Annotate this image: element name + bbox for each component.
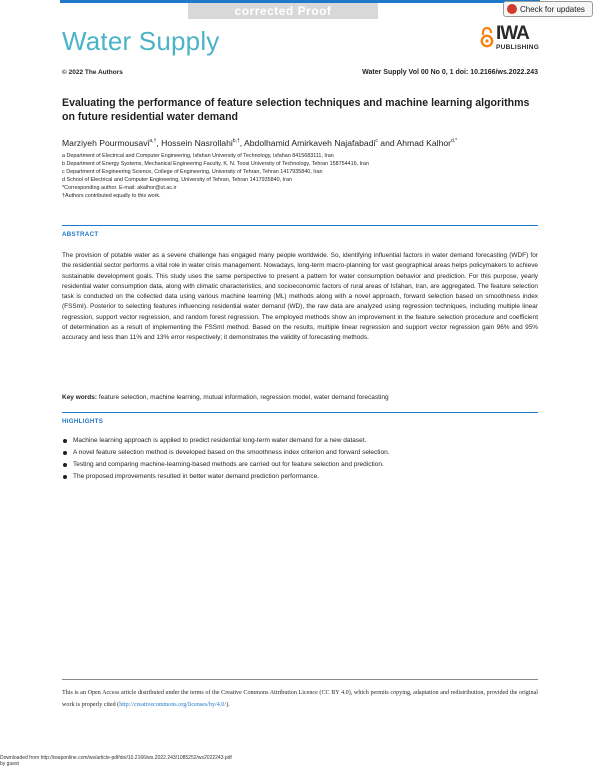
download-line-2: by guest <box>0 761 19 767</box>
highlight-item <box>62 435 538 447</box>
license-link[interactable]: http://creativecommons.org/licenses/by/4.0/ <box>119 702 227 708</box>
highlights-heading: HIGHLIGHTS <box>62 418 104 425</box>
iwa-mark: IWA <box>496 23 529 44</box>
keywords-label: Key words: <box>62 394 98 401</box>
author-1-sup: a,† <box>149 138 157 145</box>
bullet-icon <box>63 439 67 443</box>
footer-rule <box>62 679 538 680</box>
corrected-proof-banner: corrected Proof <box>188 3 378 19</box>
equal-contribution-note: †Authors contributed equally to this work. <box>62 193 161 199</box>
open-access-icon <box>480 26 494 48</box>
affiliation-c: c Department of Engineering Science, College of Engineering, University of Tehran, Tehran 1417935840, Iran <box>62 169 323 175</box>
check-for-updates-label: Check for updates <box>520 4 585 14</box>
highlight-text: Machine learning approach is applied to predict residential long-term water demand for a new dataset. <box>73 437 367 444</box>
abstract-heading: ABSTRACT <box>62 231 99 238</box>
keywords-text: feature selection, machine learning, mutual information, regression model, water demand forecasting <box>97 394 389 401</box>
license-notice <box>62 687 538 711</box>
author-3-sup: c <box>375 138 378 145</box>
affiliation-b: b Department of Energy Systems, Mechanical Engineering Faculty, K. N. Toosi University of Technology, Tehran 158754416, Iran <box>62 161 369 167</box>
copyright: © 2022 The Authors <box>62 69 123 76</box>
highlight-item <box>62 471 538 483</box>
download-notice <box>0 755 232 767</box>
abstract-text: The provision of potable water as a severe challenge has engaged many people worldwide. So, identifying influential factors in water demand forecasting (WDF) for the residential sector performs a vital role in water crisis management. Nowadays, long-term macro-planning for vast geographical areas helps policymakers to achieve sustainable development goals. This study uses the same perspective to present a pattern for water consumption behavior and prediction. For this purpose, yearly residential water consumption data, along with climatic characteristics, and socioeconomic factors of rural areas of Isfahan, Iran, are aggregated. The feature selection task is conducted on the collected data using various machine learning (ML) methods along with a novel approach, forward selection based on smoothness index (FSSmI). Posterior to selecting features influencing residential water demand (WD), the raw data are analyzed using regression techniques, including multiple linear regression, support vector regression, and random forest regression. The employed methods show an improvement in the feature selection procedure and coefficient of determination as a result of implementing the FSSmI method. Based on the results, multiple linear regression and support vector regression gain 96% and 95% accuracy and less than 11% and 13% error respectively; it demonstrates the validity of forecasting methods. <box>62 252 538 342</box>
bullet-icon <box>63 475 67 479</box>
iwa-publishing-logo <box>496 24 546 58</box>
highlight-text: A novel feature selection method is developed based on the smoothness index criterion and forward selection. <box>73 449 390 456</box>
author-3: , Abdolhamid Amirkaveh Najafabadi <box>239 138 376 148</box>
check-for-updates-button[interactable] <box>503 1 593 17</box>
highlight-item <box>62 447 538 459</box>
publisher-name: PUBLISHING <box>496 44 540 51</box>
crossmark-icon <box>507 4 517 14</box>
authors <box>62 138 457 148</box>
license-end: ). <box>226 702 230 708</box>
abstract-rule <box>62 225 538 226</box>
author-2-sup: b,† <box>232 138 240 145</box>
download-line-1: Downloaded from http://iwaponline.com/ws/article-pdf/doi/10.2166/ws.2022.243/1085252/ws2022243.pdf <box>0 755 232 761</box>
highlight-text: The proposed improvements resulted in better water demand prediction performance. <box>73 473 320 480</box>
journal-title: Water Supply <box>62 26 220 56</box>
bullet-icon <box>63 463 67 467</box>
affiliation-d: d School of Electrical and Computer Engineering, University of Tehran, Tehran 1417935840, Iran <box>62 177 292 183</box>
author-2: , Hossein Nasrollahi <box>156 138 233 148</box>
affiliation-a: a Department of Electrical and Computer Engineering, Isfahan University of Technology, Isfahan 8415683111, Iran <box>62 153 334 159</box>
highlight-item <box>62 459 538 471</box>
corresponding-author: *Corresponding author. E-mail: akalhor@ut.ac.ir <box>62 185 177 191</box>
highlights-list <box>62 435 538 483</box>
author-4: and Ahmad Kalhor <box>377 138 452 148</box>
highlight-text: Testing and comparing machine-learning-based methods are carried out for feature selection and prediction. <box>73 461 384 468</box>
keywords <box>62 394 538 401</box>
bullet-icon <box>63 451 67 455</box>
license-text: This is an Open Access article distributed under the terms of the Creative Commons Attribution Licence (CC BY 4.0), which permits copying, adaptation and redistribution, provided the original work is properly cited ( <box>62 690 538 708</box>
highlights-rule <box>62 412 538 413</box>
author-1: Marziyeh Pourmousavi <box>62 138 150 148</box>
author-4-sup: d,* <box>451 138 458 145</box>
paper-title: Evaluating the performance of feature selection techniques and machine learning algorithms on future residential water demand <box>62 97 530 123</box>
citation: Water Supply Vol 00 No 0, 1 doi: 10.2166/ws.2022.243 <box>362 69 538 76</box>
affiliations <box>62 152 542 200</box>
